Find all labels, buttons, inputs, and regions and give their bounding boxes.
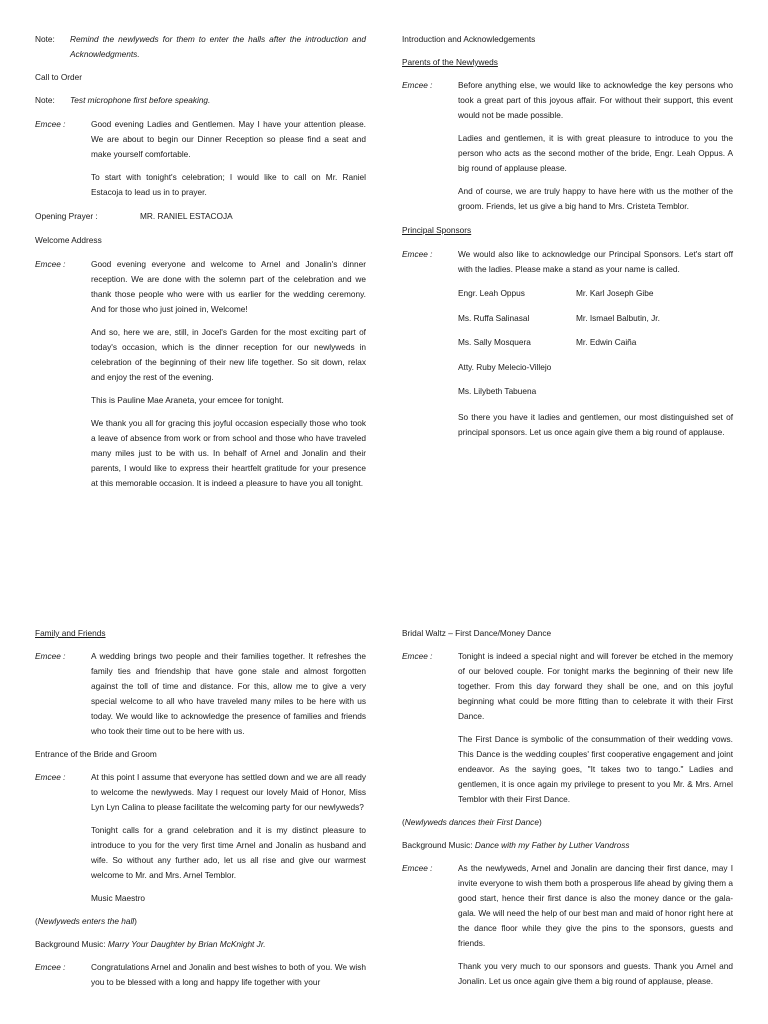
emcee-block bbox=[35, 770, 366, 815]
emcee-block bbox=[402, 247, 733, 277]
emcee-block bbox=[402, 78, 733, 123]
sponsor-row bbox=[458, 335, 660, 360]
emcee-paragraph: Ladies and gentlemen, it is with great pleasure to introduce to you the person who acts as the second mother of the bride, Engr. Leah Oppus. A big round of applause please. bbox=[458, 133, 733, 173]
entrance-heading: Entrance of the Bride and Groom bbox=[35, 749, 157, 759]
emcee-paragraph: So there you have it ladies and gentlemen, our most distinguished set of principal sponsors. Let us once again give them a big round of applause. bbox=[458, 411, 733, 437]
sponsor-name: Ms. Sally Mosquera bbox=[458, 337, 531, 347]
emcee-block bbox=[35, 257, 366, 317]
background-music bbox=[402, 838, 733, 853]
speaker-label: Emcee : bbox=[402, 249, 433, 259]
emcee-block bbox=[402, 649, 733, 724]
sponsor-name: Mr. Karl Joseph Gibe bbox=[576, 288, 654, 298]
note-1 bbox=[35, 32, 366, 62]
emcee-paragraph: Tonight calls for a grand celebration and it is my distinct pleasure to introduce to you for the very first time Arnel and Jonalin as husband and wife. So without any further ado, let us all rise and give our warmest welcome to Mr. and Mrs. Arnel Temblor. bbox=[91, 825, 366, 880]
emcee-block bbox=[35, 117, 366, 162]
note-label: Note: bbox=[35, 95, 55, 105]
emcee-paragraph: Thank you very much to our sponsors and guests. Thank you Arnel and Jonalin. Let us once again give them a big round of applause, please. bbox=[458, 961, 733, 986]
emcee-paragraph: Before anything else, we would like to acknowledge the key persons who took a great part of this joyous affair. For without their support, this event would not be made possible. bbox=[458, 80, 733, 120]
background-music-label: Background Music: bbox=[402, 840, 475, 850]
paren: ( bbox=[402, 817, 405, 827]
background-music-label: Background Music: bbox=[35, 939, 108, 949]
stage-direction bbox=[35, 914, 366, 929]
sponsor-name: Ms. Ruffa Salinasal bbox=[458, 312, 530, 323]
opening-prayer-name: MR. RANIEL ESTACOJA bbox=[140, 211, 233, 221]
emcee-paragraph: At this point I assume that everyone has settled down and we are all ready to welcome the newlyweds. May I request our lovely Maid of Honor, Miss Lyn Lyn Calina to please facilitate the welcoming party for our newlyweds? bbox=[91, 772, 366, 812]
paren: ) bbox=[538, 817, 542, 827]
emcee-paragraph: Congratulations Arnel and Jonalin and best wishes to both of you. We wish you to be blessed with a long and happy life together with your bbox=[91, 962, 366, 987]
sponsor-row bbox=[458, 311, 660, 336]
paren: ) bbox=[134, 916, 137, 926]
emcee-paragraph: This is Pauline Mae Araneta, your emcee for tonight. bbox=[91, 395, 284, 405]
emcee-paragraph: Good evening Ladies and Gentlemen. May I have your attention please. We are about to begin our Dinner Reception so please find a seat and make yourself comfortable. bbox=[91, 119, 366, 159]
sponsor-row bbox=[458, 286, 660, 311]
emcee-paragraph: Tonight is indeed a special night and will forever be etched in the memory of our beloved couple. For tonight marks the beginning of their new life together. From this day forward they shall be one, and on this joyful beginning what could be more fitting than to celebrate it with their First Dance. bbox=[458, 651, 733, 721]
note-label: Note: bbox=[35, 34, 55, 44]
intro-heading: Introduction and Acknowledgements bbox=[402, 34, 536, 44]
sponsor-row bbox=[458, 384, 660, 409]
paren: ( bbox=[35, 916, 38, 926]
emcee-paragraph: As the newlyweds, Arnel and Jonalin are dancing their first dance, may I invite everyone to wish them both a prosperous life ahead by giving them a good start, hence their first dance is also the money dance or the gala-gala. We will need the help of our best man and maid of honor right here at the dance floor while they give the pins to the sponsors, guests and friends. bbox=[458, 863, 733, 948]
page2-right-column bbox=[402, 626, 733, 989]
emcee-block bbox=[35, 649, 366, 739]
sponsors-heading: Principal Sponsors bbox=[402, 225, 472, 235]
background-music-title: Marry Your Daughter by Brian McKnight Jr. bbox=[107, 939, 266, 949]
page2-left-column bbox=[35, 626, 366, 990]
music-maestro: Music Maestro bbox=[91, 893, 145, 903]
sponsor-name: Mr. Ismael Balbutin, Jr. bbox=[576, 312, 660, 323]
emcee-paragraph: And so, here we are, still, in Jocel's Garden for the most exciting part of today's occasion, which is the dinner reception for our newlyweds in celebration of the beginning of their new life together. So sit down, relax and enjoy the rest of the evening. bbox=[91, 327, 366, 382]
page1-right-column bbox=[402, 32, 733, 440]
stage-direction-text: Newlyweds dances their First Dance bbox=[404, 817, 539, 827]
sponsor-name: Engr. Leah Oppus bbox=[458, 288, 525, 298]
opening-prayer-label: Opening Prayer : bbox=[35, 211, 98, 221]
speaker-label: Emcee : bbox=[35, 651, 66, 661]
speaker-label: Emcee : bbox=[35, 772, 66, 782]
sponsor-name: Ms. Lilybeth Tabuena bbox=[458, 386, 537, 396]
speaker-label: Emcee : bbox=[35, 259, 66, 269]
emcee-block bbox=[402, 861, 733, 951]
sponsor-name: Mr. Edwin Caiña bbox=[576, 337, 637, 347]
speaker-label: Emcee : bbox=[402, 863, 433, 873]
parents-heading: Parents of the Newlyweds bbox=[402, 57, 498, 67]
sponsor-name: Atty. Ruby Melecio-Villejo bbox=[458, 361, 552, 372]
background-music-title: Dance with my Father by Luther Vandross bbox=[474, 840, 630, 850]
family-heading: Family and Friends bbox=[35, 628, 106, 638]
stage-direction bbox=[402, 815, 733, 830]
emcee-paragraph: We thank you all for gracing this joyful occasion especially those who took a leave of absence from work or from school and those who have traveled many miles just to be with us. In behalf of Arnel and Jonalin and their parents, I would like to express their heartfelt gratitude for your presence at this memorable occasion. It is indeed a pleasure to have you all tonight. bbox=[91, 418, 366, 488]
note-text: Remind the newlyweds for them to enter the halls after the introduction and Acknowledgments. bbox=[70, 34, 366, 59]
note-text: Test microphone first before speaking. bbox=[70, 95, 211, 105]
welcome-address-heading: Welcome Address bbox=[35, 235, 102, 245]
speaker-label: Emcee : bbox=[35, 119, 66, 129]
emcee-paragraph: Good evening everyone and welcome to Arnel and Jonalin's dinner reception. We are done with the solemn part of the celebration and we thank those people who were with us earlier for the wedding ceremony. And for those who just joined in, Welcome! bbox=[91, 259, 366, 314]
emcee-paragraph: And of course, we are truly happy to have here with us the mother of the groom. Friends, let us give a big hand to Mrs. Cristeta Temblor. bbox=[458, 186, 733, 211]
emcee-paragraph: A wedding brings two people and their families together. It refreshes the family ties and friendship that have gone stale and almost forgotten against the toll of time and distance. For this, allow me to give a very special welcome to all who have traveled many miles to be here with us today. We would like to acknowledge the presence of families and friends who took their time out to be here with us. bbox=[91, 651, 366, 736]
emcee-paragraph: The First Dance is symbolic of the consummation of their wedding vows. This Dance is the wedding couples' first cooperative engagement and joint endeavor. As the saying goes, "It takes two to tango." Ladies and gentlemen, it is once again my privilege to present to you Mr. & Mrs. Arnel Temblor with their First Dance. bbox=[458, 734, 733, 804]
background-music bbox=[35, 937, 366, 952]
speaker-label: Emcee : bbox=[402, 651, 433, 661]
waltz-heading: Bridal Waltz – First Dance/Money Dance bbox=[402, 628, 552, 638]
call-to-order-heading: Call to Order bbox=[35, 72, 83, 82]
speaker-label: Emcee : bbox=[35, 962, 66, 972]
stage-direction-text: Newlyweds enters the hall bbox=[37, 916, 135, 926]
note-2 bbox=[35, 93, 366, 108]
speaker-label: Emcee : bbox=[402, 80, 433, 90]
emcee-paragraph: To start with tonight's celebration; I would like to call on Mr. Raniel Estacoja to lead us in to prayer. bbox=[91, 172, 366, 197]
sponsor-row bbox=[458, 360, 660, 385]
opening-prayer bbox=[35, 209, 366, 224]
emcee-block bbox=[35, 960, 366, 990]
page1-left-column bbox=[35, 32, 366, 491]
emcee-paragraph: We would also like to acknowledge our Principal Sponsors. Let's start off with the ladies. Please make a stand as your name is called. bbox=[458, 249, 733, 274]
sponsor-list bbox=[458, 286, 660, 409]
